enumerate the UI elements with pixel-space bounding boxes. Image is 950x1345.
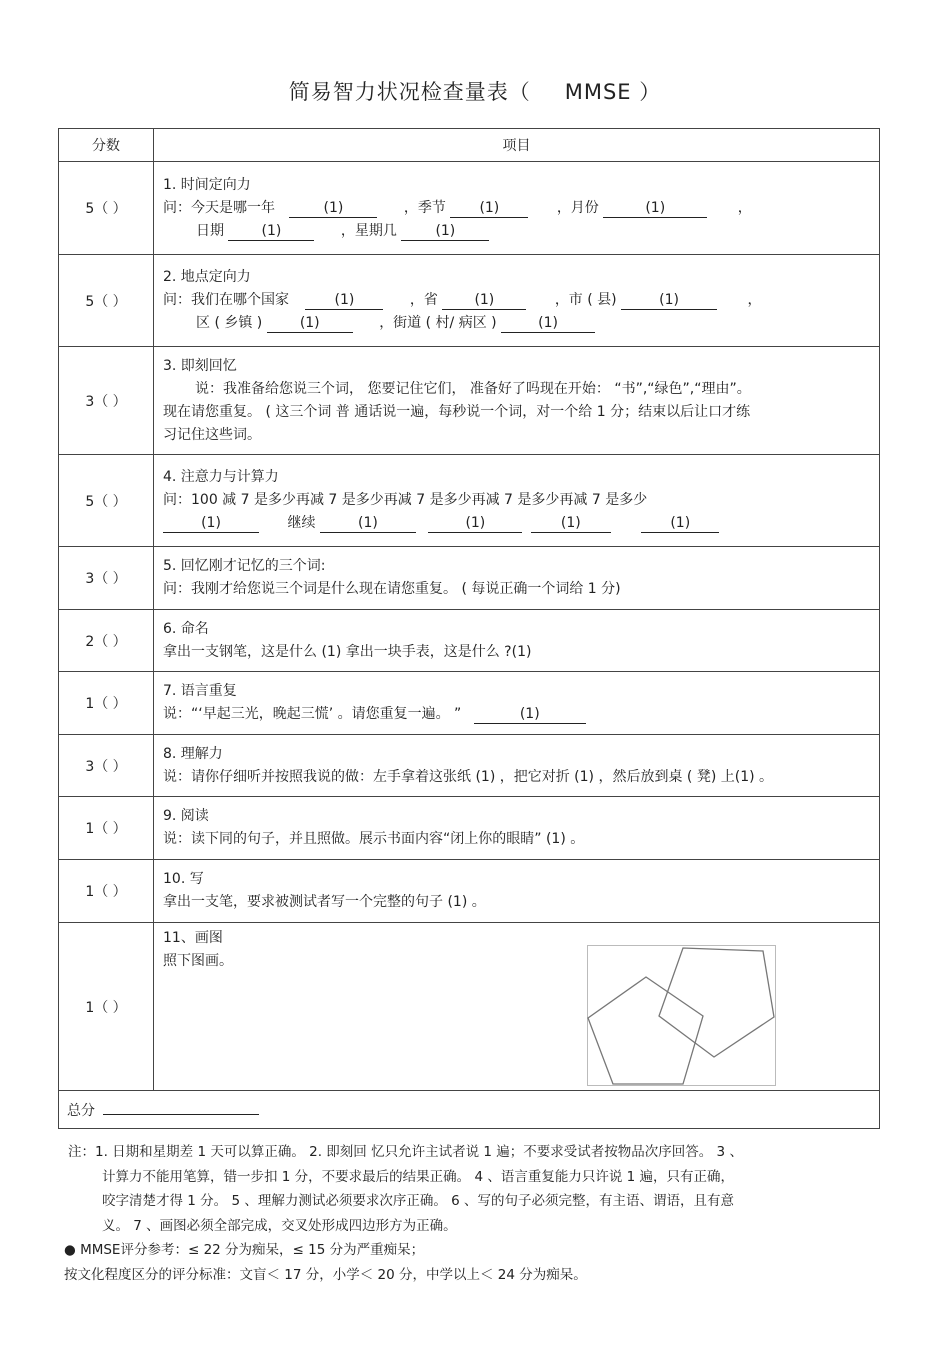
item-title: 7. 语言重复 [163, 683, 237, 699]
item-title: 4. 注意力与计算力 [163, 469, 279, 485]
table-row [59, 735, 880, 797]
table-row [59, 455, 880, 547]
question-line: 问：我刚才给您说三个词是什么现在请您重复。 ( 每说正确一个词给 1 分) [163, 581, 621, 597]
question-line: 日期 (1) ，星期几 (1) [163, 220, 879, 243]
table-row [59, 860, 880, 923]
total-row [59, 1091, 880, 1129]
note-line: 计算力不能用笔算，错一步扣 1 分，不要求最后的结果正确。 4 、语言重复能力只许说 1 遍，只有正确， [102, 1168, 735, 1185]
question-line: 说：请你仔细听并按照我说的做：左手拿着这张纸 (1) ，把它对折 (1) ，然后放到桌 ( 凳) 上(1) 。 [163, 768, 774, 785]
pentagon-left [588, 977, 703, 1084]
answer-blank[interactable]: (1) [621, 291, 717, 310]
question-line: 说：我准备给您说三个词， 您要记住它们， 准备好了吗现在开始： “书”,“绿色”,“理由”。 [195, 380, 751, 397]
question-line: 区 ( 乡镇 ) (1) ，街道 ( 村/ 病区 ) (1) [163, 312, 879, 335]
score-cell[interactable]: 2（ ） [59, 610, 154, 672]
question-line: 问：我们在哪个国家 (1) ，省 (1) ，市 ( 县) (1) ， [163, 292, 762, 308]
answer-blank[interactable]: (1) [603, 199, 707, 218]
item-cell [154, 672, 880, 735]
item-cell [154, 347, 880, 455]
score-cell[interactable]: 5（ ） [59, 162, 154, 255]
item-cell [154, 797, 880, 860]
note-line: 按文化程度区分的评分标准：文盲＜ 17 分，小学＜ 20 分，中学以上＜ 24 分为痴呆。 [64, 1266, 587, 1283]
note-line: ● MMSE评分参考：≤ 22 分为痴呆，≤ 15 分为严重痴呆； [64, 1242, 425, 1258]
question-line: (1) 继续 (1) (1) (1) (1) [163, 512, 879, 535]
item-title: 10. 写 [163, 871, 204, 887]
question-line: 拿出一支钢笔，这是什么 (1) 拿出一块手表，这是什么 ?(1) [163, 643, 532, 660]
table-row [59, 797, 880, 860]
score-cell[interactable]: 3（ ） [59, 347, 154, 455]
item-cell [154, 255, 880, 347]
notes-section [64, 1140, 898, 1287]
item-title: 1. 时间定向力 [163, 176, 251, 193]
score-cell[interactable]: 1（ ） [59, 672, 154, 735]
answer-blank[interactable]: (1) [641, 514, 719, 533]
score-cell[interactable]: 1（ ） [59, 923, 154, 1091]
question-line: 问：100 减 7 是多少再减 7 是多少再减 7 是多少再减 7 是多少再减 7 是多少 [163, 492, 648, 508]
table-row [59, 255, 880, 347]
note-line: 咬字清楚才得 1 分。 5 、理解力测试必须要求次序正确。 6 、写的句子必须完整，有主语、谓语，且有意 [102, 1193, 735, 1209]
title-main: 简易智力状况检查量表（ [288, 80, 531, 104]
table-row [59, 610, 880, 672]
item-title: 11、画图 [163, 930, 223, 946]
note-line: 注：1. 日期和星期差 1 天可以算正确。 2. 即刻回 忆只允许主试者说 1 遍；不要求受试者按物品次序回答。 3 、 [68, 1144, 743, 1160]
question-line: 照下图画。 [163, 953, 233, 969]
table-row [59, 672, 880, 735]
note-line: 义。 7 、画图必须全部完成，交叉处形成四边形方为正确。 [102, 1217, 457, 1234]
answer-blank[interactable]: (1) [501, 314, 595, 333]
question-line: 说：“‘早起三光，晚起三慌’ 。请您重复一遍。 ” (1) [163, 703, 879, 726]
answer-blank[interactable]: (1) [228, 222, 314, 241]
score-cell[interactable]: 5（ ） [59, 455, 154, 547]
question-line: 说：读下同的句子，并且照做。展示书面内容“闭上你的眼睛” (1) 。 [163, 831, 585, 847]
item-title: 9. 阅读 [163, 808, 209, 824]
answer-blank[interactable]: (1) [474, 705, 586, 724]
question-line: 习记住这些词。 [163, 426, 261, 443]
item-cell [154, 162, 880, 255]
answer-blank[interactable]: (1) [531, 514, 611, 533]
score-cell[interactable]: 3（ ） [59, 735, 154, 797]
item-title: 2. 地点定向力 [163, 269, 251, 285]
pentagon-right [659, 948, 774, 1057]
table-row [59, 162, 880, 255]
question-line: 问：今天是哪一年 (1) ，季节 (1) ，月份 (1) ， [163, 199, 752, 216]
intersecting-pentagons-figure [586, 944, 778, 1088]
answer-blank[interactable]: (1) [428, 514, 522, 533]
item-title: 6. 命名 [163, 620, 209, 637]
total-cell [59, 1091, 880, 1129]
item-cell [154, 735, 880, 797]
item-title: 3. 即刻回忆 [163, 357, 237, 374]
score-cell[interactable]: 5（ ） [59, 255, 154, 347]
score-cell[interactable]: 1（ ） [59, 860, 154, 923]
answer-blank[interactable]: (1) [401, 222, 489, 241]
question-line: 拿出一支笔，要求被测试者写一个完整的句子 (1) 。 [163, 894, 486, 910]
answer-blank[interactable]: (1) [305, 291, 383, 310]
answer-blank[interactable]: (1) [267, 314, 353, 333]
answer-blank[interactable]: (1) [320, 514, 416, 533]
score-cell[interactable]: 1（ ） [59, 797, 154, 860]
table-row [59, 547, 880, 610]
item-title: 8. 理解力 [163, 745, 223, 762]
header-score: 分数 [59, 129, 154, 162]
question-line: 现在请您重复。 ( 这三个词 普 通话说一遍，每秒说一个词，对一个给 1 分；结束以后让口才练 [163, 403, 751, 420]
answer-blank[interactable]: (1) [450, 199, 528, 218]
item-cell [154, 547, 880, 610]
table-header-row [59, 129, 880, 162]
item-cell [154, 860, 880, 923]
figure-frame [588, 946, 776, 1086]
answer-blank[interactable]: (1) [442, 291, 526, 310]
total-blank[interactable] [103, 1100, 259, 1115]
page-title [0, 76, 950, 106]
answer-blank[interactable]: (1) [289, 199, 377, 218]
table-row [59, 347, 880, 455]
total-label: 总分 [67, 1102, 95, 1119]
item-title: 5. 回忆刚才记忆的三个词: [163, 558, 326, 574]
header-item: 项目 [154, 129, 880, 162]
score-cell[interactable]: 3（ ） [59, 547, 154, 610]
answer-blank[interactable]: (1) [163, 514, 259, 533]
item-cell [154, 610, 880, 672]
title-mmse: MMSE ） [564, 80, 662, 104]
item-cell [154, 455, 880, 547]
